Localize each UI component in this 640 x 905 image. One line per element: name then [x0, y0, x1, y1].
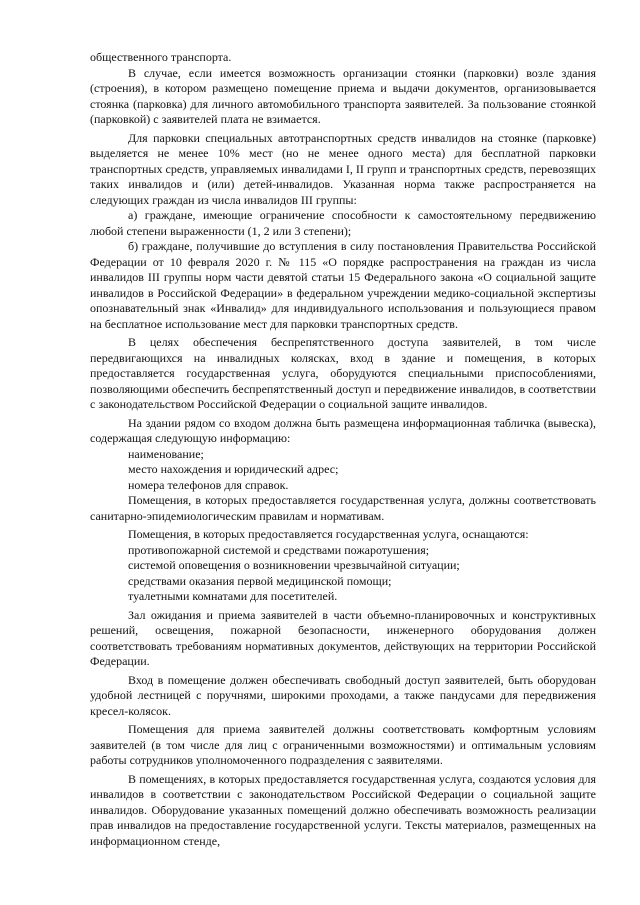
- paragraph-parking: В случае, если имеется возможность организации стоянки (парковки) возле здания (строения), в котором размещено помещение приема и выдачи документов, организовывается стоянка (парковка) для личного автомобильного транспорта заявителей. За пользование стоянкой (парковкой) с заявителей плата не взимается.: [90, 65, 596, 126]
- paragraph-disabled-parking: Для парковки специальных автотранспортных средств инвалидов на стоянке (парковке) выделяется не менее 10% мест (но не менее одного места) для бесплатной парковки транспортных средств, управляемых инвалидами I, II групп и транспортных средств, перевозящих таких инвалидов и (или) детей-инвалидов. Указанная норма также распространяется на следующих граждан из числа инвалидов III группы:: [90, 130, 596, 207]
- paragraph-equipment: Помещения, в которых предоставляется государственная услуга, оснащаются:: [128, 527, 529, 541]
- list-item-address: место нахождения и юридический адрес;: [128, 462, 339, 476]
- list-item-toilets: туалетными комнатами для посетителей.: [128, 589, 338, 603]
- document-page: [90, 50, 596, 849]
- list-item-name: наименование;: [128, 446, 204, 461]
- paragraph-info-sign: На здании рядом со входом должна быть размещена информационная табличка (вывеска), содержащая следующую информацию:: [90, 415, 596, 445]
- paragraph-accessibility: В целях обеспечения беспрепятственного доступа заявителей, в том числе передвигающихся на инвалидных колясках, вход в здание и помещения, в которых предоставляется государственная услуга, оборудуются специальными приспособлениями, позволяющими обеспечить беспрепятственный доступ и передвижение инвалидов, в соответствии с законодательством Российской Федерации о социальной защите инвалидов.: [90, 335, 596, 411]
- paragraph-item-b: б) граждане, получившие до вступления в силу постановления Правительства Российской Федерации от 10 февраля 2020 г. № 115 «О порядке распространения на граждан из числа инвалидов III группы норм части девятой статьи 15 Федерального закона «О социальной защите инвалидов в Российской Федерации» в федеральном учреждении медико-социальной экспертизы опознавательный знак «Инвалид» для индивидуального использования и пользующиеся правом на бесплатное использование мест для парковки транспортных средств.: [90, 239, 596, 331]
- list-item-alert: системой оповещения о возникновении чрезвычайной ситуации;: [128, 558, 460, 572]
- paragraph-entrance: Вход в помещение должен обеспечивать свободный доступ заявителей, быть оборудован удобной лестницей с поручнями, широкими проходами, а также пандусами для передвижения кресел-колясок.: [90, 672, 596, 718]
- paragraph-reception-rooms: Помещения для приема заявителей должны соответствовать комфортным условиям заявителей (в том числе для лиц с ограниченными возможностями) и оптимальным условиям работы сотрудников уполномоченного подразделения с заявителями.: [90, 722, 596, 767]
- paragraph-conditions: В помещениях, в которых предоставляется государственная услуга, создаются условия для инвалидов в соответствии с законодательством Российской Федерации о социальной защите инвалидов. Оборудование указанных помещений должно обеспечивать возможность реализации прав инвалидов на предоставление государственной услуги. Тексты материалов, размещенных на информационном стенде,: [90, 771, 596, 848]
- paragraph-item-a: а) граждане, имеющие ограничение способности к самостоятельному передвижению любой степени выраженности (1, 2 или 3 степени);: [90, 208, 596, 238]
- paragraph-transport-end: общественного транспорта.: [90, 50, 232, 64]
- paragraph-waiting-hall: Зал ожидания и приема заявителей в части объемно-планировочных и конструктивных решений, освещения, пожарной безопасности, инженерного оборудования должен соответствовать требованиям нормативных документов, действующих на территории Российской Федерации.: [90, 607, 596, 668]
- paragraph-sanitary: Помещения, в которых предоставляется государственная услуга, должны соответствовать санитарно-эпидемиологическим правилам и нормативам.: [90, 493, 596, 523]
- list-item-fire: противопожарной системой и средствами пожаротушения;: [128, 542, 430, 557]
- list-item-phones: номера телефонов для справок.: [128, 477, 289, 492]
- list-item-first-aid: средствами оказания первой медицинской помощи;: [128, 573, 392, 588]
